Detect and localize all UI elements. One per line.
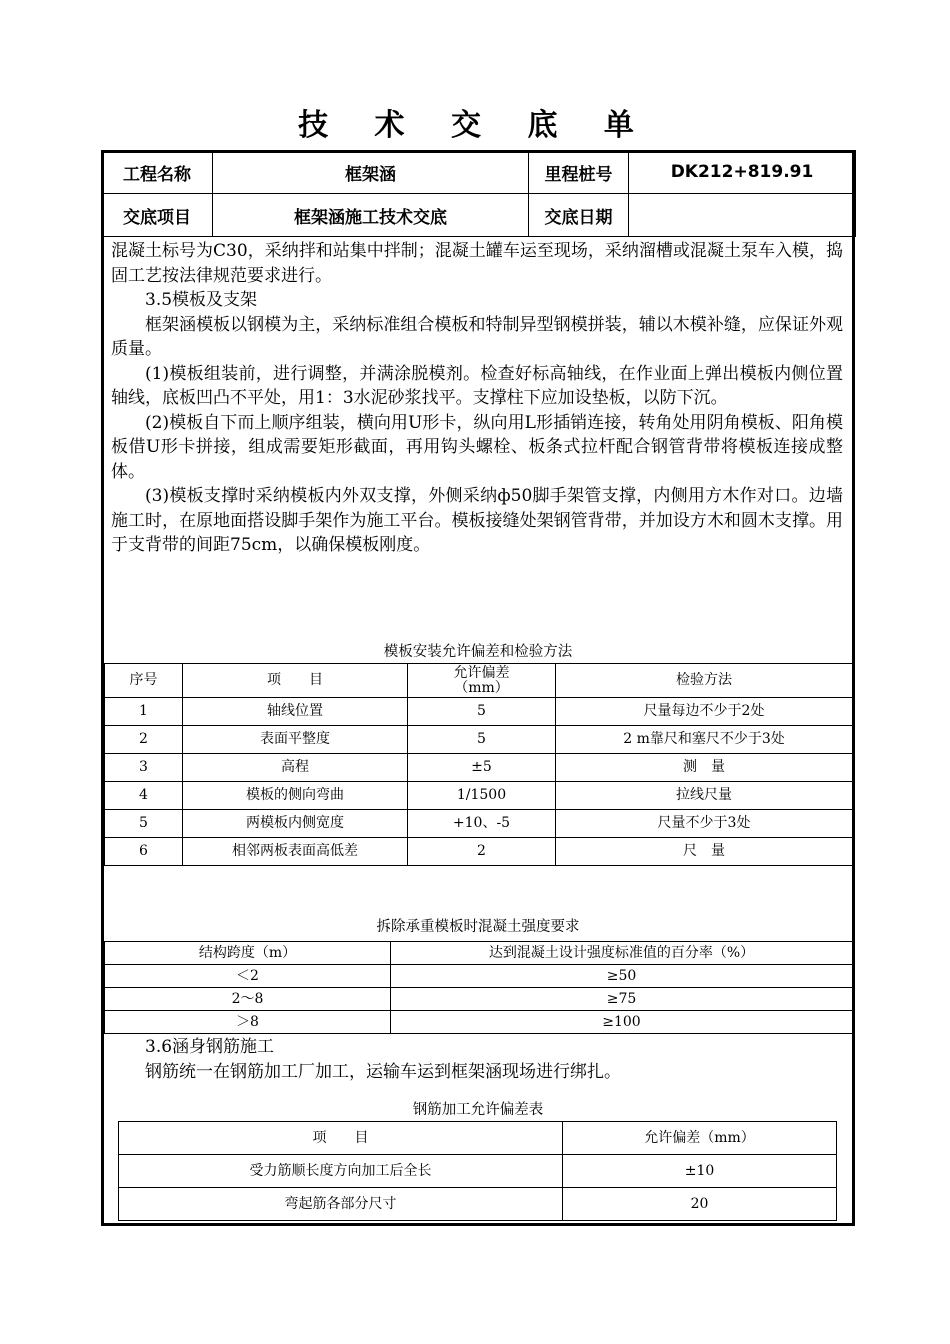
paragraph: 钢筋统一在钢筋加工厂加工，运输车运到框架涵现场进行绑扎。 bbox=[145, 1062, 621, 1082]
cell: ≥75 bbox=[391, 988, 853, 1011]
table-header: 允许偏差（mm） bbox=[563, 1122, 837, 1155]
cell: 2 m靠尺和塞尺不少于3处 bbox=[556, 726, 853, 754]
date-value bbox=[629, 194, 856, 237]
section-heading-3-5: 3.5模板及支架 bbox=[145, 290, 258, 310]
table1-caption: 模板安装允许偏差和检验方法 bbox=[383, 644, 573, 660]
cell: 受力筋顺长度方向加工后全长 bbox=[119, 1155, 563, 1188]
mileage-value: DK212+819.91 bbox=[629, 151, 856, 194]
paragraph: (1)模板组装前，进行调整，并满涂脱模剂。检查好标高轴线，在作业面上弹出模板内侧位置轴线，底板凹凸不平处，用1：3水泥砂浆找平。支撑柱下应加设垫板，以防下沉。 bbox=[111, 363, 843, 408]
document-title: 技 术 交 底 单 bbox=[298, 108, 652, 143]
paragraph: (3)模板支撑时采纳模板内外双支撑，外侧采纳ф50脚手架管支撑，内侧用方木作对口。边墙施工时，在原地面搭设脚手架作为施工平台。模板接缝处架钢管背带，并加设方木和圆木支撑。用于支背带的间距75cm，以确保模板刚度。 bbox=[111, 486, 843, 555]
mileage-label: 里程桩号 bbox=[529, 151, 629, 194]
item-label: 交底项目 bbox=[102, 194, 213, 237]
cell: 尺 量 bbox=[556, 838, 853, 866]
table-row bbox=[105, 726, 853, 754]
cell: 1/1500 bbox=[408, 782, 556, 810]
table-header: 序号 bbox=[105, 664, 183, 698]
table-row bbox=[105, 988, 853, 1011]
table-header: 检验方法 bbox=[556, 664, 853, 698]
cell: 3 bbox=[105, 754, 183, 782]
project-name-label: 工程名称 bbox=[102, 151, 213, 194]
table2-caption: 拆除承重模板时混凝土强度要求 bbox=[376, 919, 580, 935]
table-header bbox=[408, 664, 556, 698]
cell: 2 bbox=[105, 726, 183, 754]
cell: 测 量 bbox=[556, 754, 853, 782]
paragraph: (2)模板自下而上顺序组装，横向用U形卡，纵向用L形插销连接，转角处用阴角模板、阳角模板借U形卡拼接，组成需要矩形截面，再用钩头螺栓、板条式拉杆配合钢管背带将模板连接成整体。 bbox=[111, 412, 843, 482]
cell: 2 bbox=[408, 838, 556, 866]
formwork-tolerance-table bbox=[104, 663, 853, 866]
header-line: 允许偏差 bbox=[453, 664, 510, 681]
cell: 相邻两板表面高低差 bbox=[183, 838, 408, 866]
cell: 弯起筋各部分尺寸 bbox=[119, 1188, 563, 1221]
table-row bbox=[105, 838, 853, 866]
table-row bbox=[105, 754, 853, 782]
cell: ＞8 bbox=[105, 1011, 391, 1034]
cell: 5 bbox=[408, 726, 556, 754]
cell: 2～8 bbox=[105, 988, 391, 1011]
table-header: 项 目 bbox=[183, 664, 408, 698]
table3-caption: 钢筋加工允许偏差表 bbox=[412, 1102, 544, 1118]
body-text bbox=[111, 239, 843, 558]
cell: 5 bbox=[408, 698, 556, 726]
section-heading-3-6: 3.6涵身钢筋施工 bbox=[145, 1037, 275, 1057]
cell: 模板的侧向弯曲 bbox=[183, 782, 408, 810]
cell: 1 bbox=[105, 698, 183, 726]
project-name-value: 框架涵 bbox=[213, 151, 529, 194]
paragraph: 框架涵模板以钢模为主，采纳标准组合模板和特制异型钢模拼装，辅以木模补缝，应保证外观质量。 bbox=[111, 314, 843, 359]
table-row bbox=[105, 965, 853, 988]
table-row bbox=[105, 1011, 853, 1034]
cell: 表面平整度 bbox=[183, 726, 408, 754]
table-row bbox=[105, 810, 853, 838]
cell: ±5 bbox=[408, 754, 556, 782]
table-row bbox=[119, 1155, 837, 1188]
header-table bbox=[101, 150, 856, 237]
cell: ＜2 bbox=[105, 965, 391, 988]
date-label: 交底日期 bbox=[529, 194, 629, 237]
cell: ±10 bbox=[563, 1155, 837, 1188]
cell: 4 bbox=[105, 782, 183, 810]
item-value: 框架涵施工技术交底 bbox=[213, 194, 529, 237]
paragraph: 混凝土标号为C30，采纳拌和站集中拌制；混凝土罐车运至现场，采纳溜槽或混凝土泵车入模，捣固工艺按法律规范要求进行。 bbox=[111, 241, 843, 286]
table-row bbox=[105, 782, 853, 810]
table-header: 项 目 bbox=[119, 1122, 563, 1155]
header-line: （mm） bbox=[454, 679, 509, 696]
cell: 高程 bbox=[183, 754, 408, 782]
cell: 5 bbox=[105, 810, 183, 838]
cell: 6 bbox=[105, 838, 183, 866]
cell: ≥100 bbox=[391, 1011, 853, 1034]
cell: ≥50 bbox=[391, 965, 853, 988]
cell: 轴线位置 bbox=[183, 698, 408, 726]
cell: +10、-5 bbox=[408, 810, 556, 838]
table-row bbox=[119, 1188, 837, 1221]
cell: 两模板内侧宽度 bbox=[183, 810, 408, 838]
table-row bbox=[105, 698, 853, 726]
rebar-tolerance-table bbox=[118, 1121, 837, 1221]
cell: 尺量不少于3处 bbox=[556, 810, 853, 838]
cell: 尺量每边不少于2处 bbox=[556, 698, 853, 726]
table-header: 达到混凝土设计强度标准值的百分率（%） bbox=[391, 942, 853, 965]
cell: 20 bbox=[563, 1188, 837, 1221]
strength-requirement-table bbox=[104, 941, 853, 1034]
table-header: 结构跨度（m） bbox=[105, 942, 391, 965]
cell: 拉线尺量 bbox=[556, 782, 853, 810]
